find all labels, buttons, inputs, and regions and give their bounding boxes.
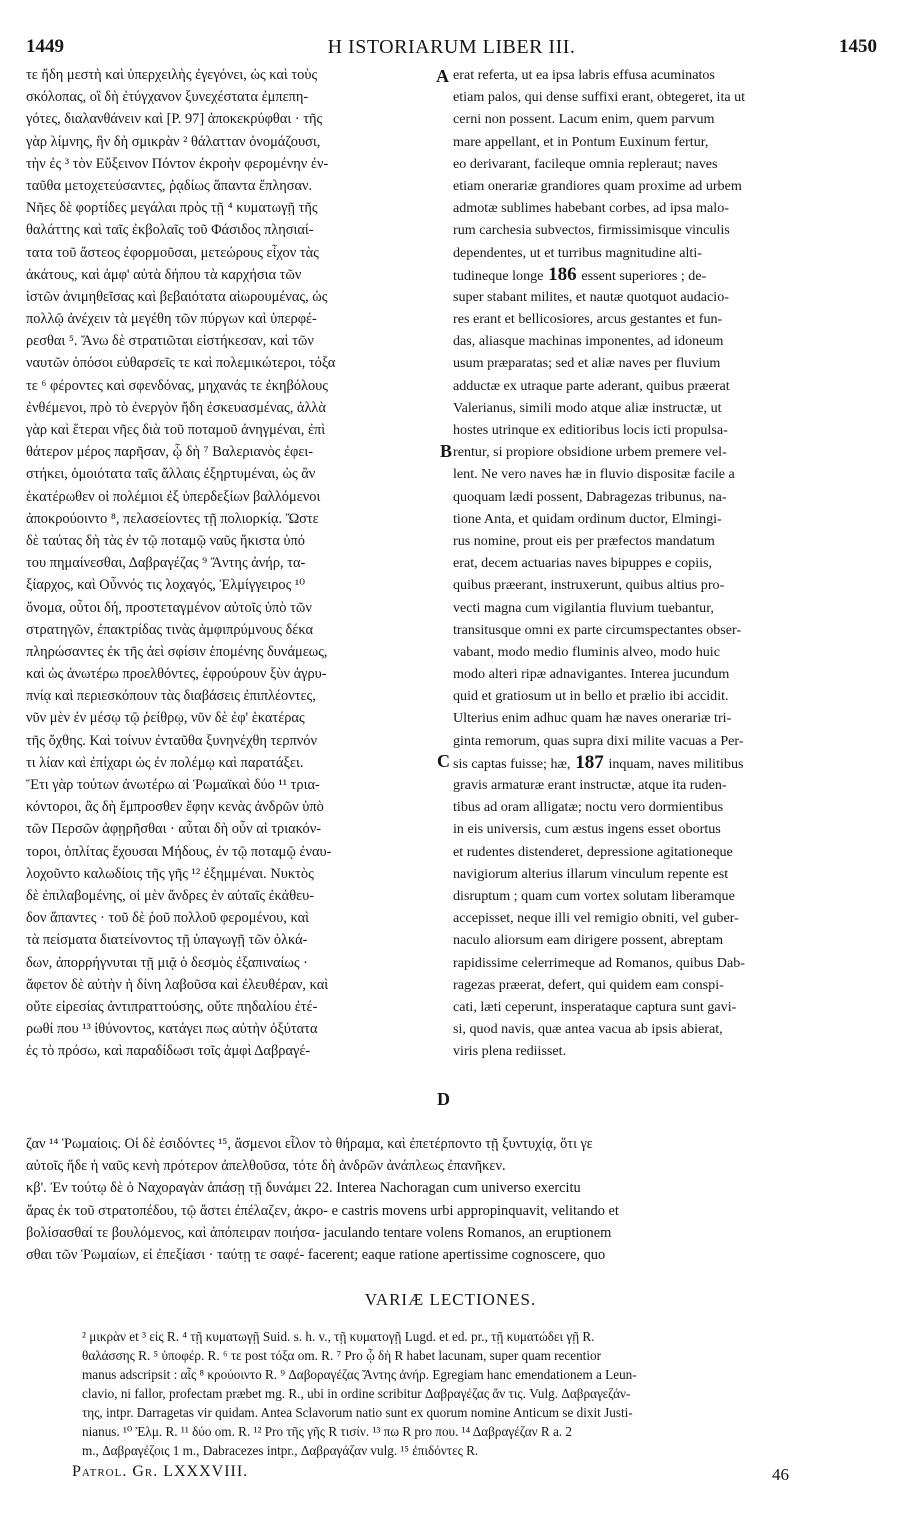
latin-line: cati, læti ceperunt, insperataque captura sunt gavi- [453,998,737,1015]
latin-line: accepisset, neque illi vel remigio obniti, vel guber- [453,910,739,927]
note-line: m., Δαβραγέζοις 1 m., Dabracezes intpr., Δαβραγάζαν vulg. ¹⁵ ἐπιδόντες R. [82,1443,479,1458]
greek-line: ταῦθα μετοχετεύσαντες, ῥᾳδίως ἅπαντα ἔπλησαν. [26,177,313,194]
latin-line: dependentes, ut et turribus magnitudine alti- [453,244,702,261]
page-number-right: 1450 [839,36,877,57]
latin-line: navigiorum alterius illarum vinculum repente est [453,865,729,882]
greek-line: θαλάττης καὶ ταῖς ἐκβολαῖς τοῦ Φάσιδος πλησιαί- [26,222,314,239]
note-line: ² μικρὰν et ³ εἰς R. ⁴ τῇ κυματωγῇ Suid. s. h. v., τῇ κυματογῇ Lugd. et ed. pr., τῇ κυματώδει γῇ R. [82,1329,595,1344]
greek-line: ἄφετον δὲ αὐτὴν ἡ δίνη λαβοῦσα καὶ ἐλευθέραν, καὶ [26,976,329,993]
latin-line: mare appellant, et in Pontum Euxinum fertur, [453,133,709,150]
continuation-line: κβ'. Ἐν τούτῳ δὲ ὁ Ναχοραγὰν ἁπάσῃ τῇ δυνάμει 22. Interea Nachoragan cum universo exercitu [26,1180,581,1197]
page-header [26,36,877,62]
greek-line: στήκει, ὁμοιότατα ταῖς ἄλλαις ἐξηρτυμέναι, ὡς ἂν [26,466,316,483]
latin-line: modo alteri ripæ adnavigantes. Interea jucundum [453,666,730,683]
latin-line: super stabant milites, et nautæ quotquot audacio- [453,288,729,305]
greek-line: πολλῷ ἀνέχειν τὰ μεγέθη τῶν πύργων καὶ ὑπερφέ- [26,311,317,328]
latin-line: si, quod navis, quæ antea vacua ab ipsis abierat, [453,1021,723,1038]
latin-line: et rudentes distenderet, depressione agitationeque [453,843,733,860]
latin-line: naculo aliorsum eam dirigere possent, abreptam [453,932,724,949]
latin-line: disruptum ; quam cum vortex solutam liberamque [453,887,735,904]
greek-line: γότες, διαλανθάνειν καὶ [P. 97] ἀποκεκρύφθαι · τῆς [26,111,323,128]
greek-line: ἑκατέρωθεν οἱ πολέμιοι ἐξ ὑπερδεξίων βαλλόμενοι [26,488,321,505]
continuation-line: ἄρας ἐκ τοῦ στρατοπέδου, τῷ ἄστει ἐπέλαζεν, ἀκρο- e castris movens urbi appropinquavit, velitando et [26,1202,619,1219]
greek-line: ἱστῶν ἀνιμηθεῖσας καὶ βεβαιότατα αἰωρουμένας, ὡς [26,288,328,305]
greek-line: ἀποκρούοιντο ⁸, πελασείοντες τῇ πολιορκίᾳ. Ὥστε [26,510,319,527]
note-line: manus adscripsit : αἷς ⁸ κρούοιντο R. ⁹ Δαβοραγέζας Ἄντης ἀνήρ. Egregiam hanc emendationem a Leun- [82,1367,637,1382]
greek-line: πληρώσαντες ἐκ τῆς ἀεὶ σφίσιν ἑπομένης δυνάμεως, [26,643,328,660]
latin-line: ragezas præerat, defert, qui quidem eam conspi- [453,976,724,993]
latin-line: rentur, si propiore obsidione urbem premere vel- [453,444,727,461]
greek-line: τῶν Περσῶν ἀφῃρῆσθαι · αὗται δὴ οὖν αἱ τριακόν- [26,821,322,838]
latin-line: admotæ sublimes habebant corbes, ad ipsa malo- [453,200,729,217]
greek-line: στρατηγῶν, ἐπακτρίδας τινὰς ἀμφιπρύμνους δέκα [26,621,313,638]
greek-line: τὰ πείσματα διατείνοντος τῇ ὑπαγωγῇ τῶν ὁλκά- [26,932,308,949]
migne-column-number: 187 [570,751,609,773]
running-title: H ISTORIARUM LIBER III. [327,36,576,58]
latin-line: erat, decem actuarias naves bipuppes e copiis, [453,555,713,572]
latin-line: tudineque longe 186 essent superiores ; de- [453,263,707,285]
greek-line: δον ἅπαντες · τοῦ δὲ ῥοῦ πολλοῦ φερομένου, καὶ [26,910,310,927]
latin-line: quoquam lædi possent, Dabragezas tribunus, na- [453,488,727,505]
greek-line: ἐνθέμενοι, πρὸ τὸ ἐνεργὸν ἤδη ἐσκευασμένας, ἀλλὰ [26,399,326,416]
greek-line: ἐς τὸ πρόσω, καὶ παραδίδωσι τοῖς ἀμφὶ Δαβραγέ- [26,1043,311,1060]
margin-marker-b: B [440,441,453,461]
migne-column-number: 186 [543,263,582,285]
latin-line: quibus præerant, instruxerunt, quibus altius pro- [453,577,725,594]
latin-line: usum præparatas; sed et aliæ naves per fluvium [453,355,721,372]
note-line: της, intpr. Darragetas vir quidam. Antea Sclavorum natio sunt ex quorum nomine Anticum se dixit Justi- [82,1405,633,1420]
latin-line: erat referta, ut ea ipsa labris effusa acuminatos [453,67,715,83]
continuation-line: σθαι τῶν Ῥωμαίων, εἰ ἐπεξίασι · ταύτῃ τε σαφέ- facerent; eaque ratione apertissime cognoscere, quo [26,1246,606,1263]
greek-line: τατα τοῦ ἄστεος ἐφορμοῦσαι, μετεώρους εἶχον τὰς [26,244,319,261]
latin-line: Ulterius enim adhuc quam hæ naves onerariæ tri- [453,710,732,727]
greek-line: σκόλοπας, οἳ δὴ ἐτύγχανον ξυνεχέστατα ἐμπεπη- [26,89,309,106]
variae-lectiones-heading: VARIÆ LECTIONES. [364,1290,537,1309]
latin-text-column [453,64,875,1062]
greek-line: τοροι, ὁπλίτας ἔχουσαι Μήδους, ἐν τῷ ποταμῷ ἐναυ- [26,843,332,860]
greek-line: τε ἤδη μεστὴ καὶ ὑπερχειλὴς ἐγεγόνει, ὡς καὶ τοὺς [26,67,318,83]
latin-line: ginta remorum, quas supra dixi milite vacuas a Per- [453,732,744,749]
full-width-continuation [26,1133,875,1266]
greek-line: δων, ἀπορρήγνυται τῇ μιᾷ ὁ δεσμὸς ἐξαπιναίως · [26,954,308,971]
latin-line: etiam onerariæ grandiores quam proxime ad urbem [453,177,742,194]
signature-number: 46 [772,1465,789,1484]
greek-line: ρεσθαι ⁵. Ἄνω δὲ στρατιῶται εἱστήκεσαν, καὶ τῶν [26,333,314,350]
latin-line: adductæ ex utraque parte aderant, quibus præerat [453,377,730,394]
latin-line: lent. Ne vero naves hæ in fluvio dispositæ facile a [453,466,735,483]
latin-line: viris plena rediisset. [453,1043,567,1060]
greek-line: Νῆες δὲ φορτίδες μεγάλαι πρὸς τῇ ⁴ κυματωγῇ τῆς [26,200,318,217]
latin-line: das, aliasque machinas imponentes, ad idoneum [453,333,724,350]
greek-line: ρωθί που ¹³ ἰθύνοντος, κατάγει πως αὐτὴν ὀξύτατα [26,1021,318,1038]
greek-line: τῆς ὄχθης. Καὶ τοίνυν ἐνταῦθα ξυνηνέχθη τερπνόν [26,732,317,749]
margin-marker-c: C [437,751,450,771]
latin-line: quid et gratiosum ut in bello et prælio ibi accidit. [453,688,729,705]
greek-line: δὲ ἐπιλαβομένης, οἱ μὲν ἄνδρες ἐν αὐταῖς ἐκάθευ- [26,887,315,904]
continuation-line: αὐτοῖς ἥδε ἡ ναῦς κενὴ πρότερον ἀπελθοῦσα, τότε δὴ ἀνδρῶν ἀνάπλεως ἐπανῆκεν. [26,1158,506,1175]
greek-line: θάτερον μέρος παρῆσαν, ᾧ δὴ ⁷ Βαλεριανὸς ἐφει- [26,444,314,461]
greek-line: ὄνομα, οὗτοι δή, προστεταγμένον αὐτοῖς ὑπὸ τῶν [26,599,312,616]
greek-line: ναυτῶν ὁπόσοι εὐθαρσεῖς τε καὶ πολεμικώτεροι, τόξα [26,355,336,372]
latin-line: cerni non possent. Lacum enim, quem parvum [453,111,715,128]
latin-line: tibus ad oram alligatæ; noctu vero dormientibus [453,799,724,816]
margin-marker-a: A [436,66,449,86]
note-line: θαλάσσης R. ⁵ ὑποφέρ. R. ⁶ τε post τόξα om. R. ⁷ Pro ᾧ δὴ R habet lacunam, super quam recentior [82,1348,601,1363]
greek-line: τὴν ἐς ³ τὸν Εὔξεινον Πόντον ἐκροὴν φερομένην ἐν- [26,155,329,172]
latin-line: rapidissime celerrimeque ad Romanos, quibus Dab- [453,954,745,971]
latin-line: etiam palos, qui dense suffixi erant, obtegeret, ita ut [453,89,746,106]
continuation-line: βολίσασθαί τε βουλόμενος, καὶ ἀπόπειραν ποιήσα- jaculando tentare volens Romanos, an eruptionem [26,1224,612,1241]
note-line: nianus. ¹⁰ Ἐλμ. R. ¹¹ δύο om. R. ¹² Pro τῆς γῆς R τισίν. ¹³ πω R pro που. ¹⁴ Δαβραγέζαν R a. 2 [82,1424,573,1439]
greek-line: γὰρ καὶ ἕτεραι νῆες διὰ τοῦ ποταμοῦ ἀνηγμέναι, ἐπὶ [26,422,326,438]
latin-line: vecti magna cum vigilantia fluvium tuebantur, [453,599,714,616]
greek-line: γὰρ λίμνης, ἣν δὴ σμικρὰν ² θάλατταν ὀνομάζουσι, [26,133,321,150]
greek-line: λοχοῦντο καλωδίοις τῆς γῆς ¹² ἐξημμέναι. Νυκτὸς [26,865,314,882]
greek-line: κόντοροι, ἃς δὴ ἔμπροσθεν ἔφην κενὰς ἀνδρῶν ὑπὸ [26,799,324,816]
latin-line: eo derivarant, facileque omnia repleraut; naves [453,155,718,172]
greek-line: τε ⁶ φέροντες καὶ σφενδόνας, μηχανάς τε ἐκηβόλους [26,377,329,394]
latin-line: vabant, modo medio fluminis alveo, modo huic [453,643,720,660]
latin-line: tione Anta, et quidam ordinum ductor, Elmingi- [453,510,722,527]
latin-line: gravis armaturæ erant instructæ, atque ita ruden- [453,777,727,793]
signature-mark: Patrol. Gr. LXXXVIII. [72,1463,249,1480]
page-footer [72,1463,861,1493]
latin-line: hostes utrinque ex editioribus locis icti propulsa- [453,422,728,438]
continuation-line: ζαν ¹⁴ Ῥωμαίοις. Οἱ δὲ ἐσιδόντες ¹⁵, ἄσμενοι εἷλον τὸ θήραμα, καὶ ἐπετέρποντο τῇ ξυντυχίᾳ, ὅτι γε [26,1136,593,1152]
greek-line: ἀκάτους, καὶ ἀμφ' αὐτὰ δήπου τὰ καρχήσια τῶν [26,266,302,283]
greek-line: οὔτε εἰρεσίας ἀντιπραττούσης, οὔτε πηδαλίου ἐτέ- [26,998,318,1015]
latin-line: transitusque omni ex parte circumspectantes obser- [453,621,742,638]
greek-line: δὲ ταύτας δὴ τὰς ἐν τῷ ποταμῷ ναῦς ἥκιστα ὑπό [26,532,305,549]
latin-line: sis captas fuisse; hæ, 187 inquam, naves militibus [453,751,744,773]
greek-text-column [26,64,442,1062]
greek-line: καὶ ὡς ἀνωτέρω προελθόντες, ἐφρούρουν ξὺν ἀγρυ- [26,666,327,683]
variant-readings-notes [82,1327,882,1460]
latin-line: Valerianus, simili modo atque aliæ instructæ, ut [453,399,722,416]
greek-line: Ἔτι γὰρ τούτων ἀνωτέρω αἱ Ῥωμαϊκαὶ δύο ¹¹ τρια- [26,777,320,793]
latin-line: rus nomine, prout eis per præfectos mandatum [453,532,715,549]
note-line: clavio, ni fallor, profectam præbet mg. R., ubi in ordine scribitur Δαβραγέζας ἄν τις. Vulg. Δαβραγεζάν- [82,1386,631,1401]
greek-line: ξίαρχος, καὶ Οὖννός τις λοχαγός, Ἐλμίγγειρος ¹⁰ [26,577,305,594]
greek-line: του πημαίνεσθαι, Δαβραγέζας ⁹ Ἄντης ἀνήρ, τα- [26,555,306,572]
margin-marker-d: D [437,1089,450,1109]
latin-line: rum carchesia subvectos, firmissimisque vinculis [453,222,730,239]
greek-line: πνίᾳ καὶ περιεσκόπουν τὰς διαβάσεις ἐπιπλέοντες, [26,688,316,705]
page-number-left: 1449 [26,36,64,57]
greek-line: τι λίαν καὶ ἐπίχαρι ὡς ἐν πολέμῳ καὶ παρατάξει. [26,754,304,771]
latin-line: res erant et bellicosiores, arcus gestantes et fun- [453,311,723,328]
latin-line: in eis universis, cum æstus ingens esset obortus [453,821,721,838]
greek-line: νῦν μὲν ἐν μέσῳ τῷ ῥείθρῳ, νῦν δὲ ἐφ' ἑκατέρας [26,710,305,727]
